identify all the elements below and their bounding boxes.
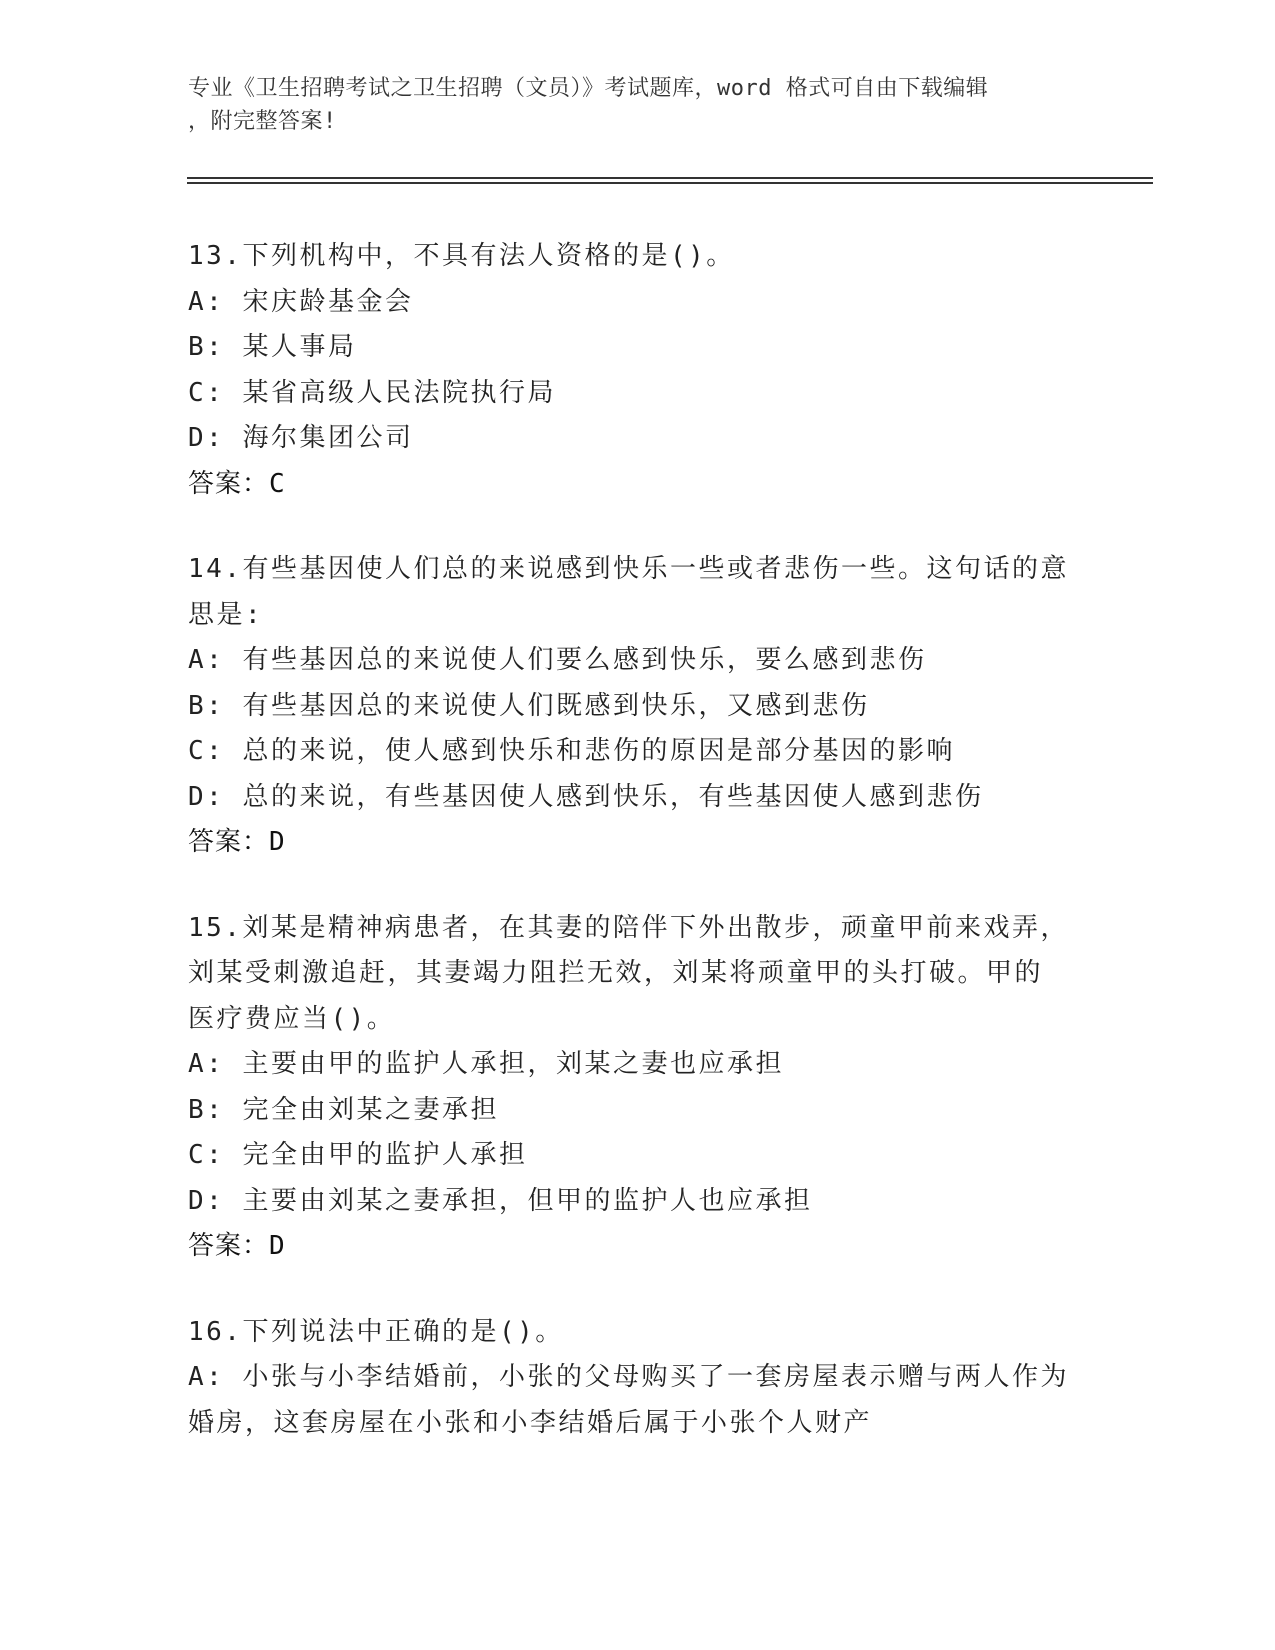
option-b: B: 某人事局 [188,332,357,362]
question-stem: 13.下列机构中，不具有法人资格的是()。 [188,241,735,271]
question-stem-line-3: 医疗费应当()。 [188,1003,396,1034]
option-a: A: 主要由甲的监护人承担，刘某之妻也应承担 [188,1049,784,1079]
question-stem-line-1: 15.刘某是精神病患者，在其妻的陪伴下外出散步，顽童甲前来戏弄， [188,912,1069,943]
question-15 [188,906,1088,1270]
answer-label: 答案： [188,1231,270,1261]
answer-value: D [269,827,286,857]
question-list [188,234,1088,1486]
question-stem-line-2: 刘某受刺激追赶，其妻竭力阻拦无效，刘某将顽童甲的头打破。甲的 [188,958,1044,988]
answer-label: 答案： [188,468,270,499]
question-stem-line-1: 14.有些基因使人们总的来说感到快乐一些或者悲伤一些。这句话的意 [188,554,1069,584]
header-line-1: 专业《卫生招聘考试之卫生招聘（文员）》考试题库，word 格式可自由下载编辑 [188,76,989,101]
question-stem-line-2: 思是: [188,599,264,630]
option-d: D: 海尔集团公司 [188,423,414,453]
option-c: C: 总的来说，使人感到快乐和悲伤的原因是部分基因的影响 [188,736,955,766]
answer-value: D [269,1231,286,1261]
header-divider-top [187,177,1153,179]
answer-label: 答案： [188,827,270,857]
option-a-line-2: 婚房，这套房屋在小张和小李结婚后属于小张个人财产 [188,1407,873,1438]
option-d: D: 主要由刘某之妻承担，但甲的监护人也应承担 [188,1185,813,1216]
question-14 [188,547,1088,866]
option-a: A: 宋庆龄基金会 [188,286,414,317]
option-c: C: 完全由甲的监护人承担 [188,1140,528,1170]
option-a: A: 有些基因总的来说使人们要么感到快乐，要么感到悲伤 [188,645,927,675]
question-13 [188,234,1088,507]
question-16 [188,1310,1088,1447]
option-b: B: 完全由刘某之妻承担 [188,1094,499,1125]
option-c: C: 某省高级人民法院执行局 [188,377,556,408]
header-line-2: ，附完整答案! [188,109,337,134]
document-header [188,72,1068,138]
question-stem: 16.下列说法中正确的是()。 [188,1316,564,1347]
answer-value: C [269,468,286,499]
option-b: B: 有些基因总的来说使人们既感到快乐，又感到悲伤 [188,690,870,721]
option-a-line-1: A: 小张与小李结婚前，小张的父母购买了一套房屋表示赠与两人作为 [188,1362,1069,1392]
option-d: D: 总的来说，有些基因使人感到快乐，有些基因使人感到悲伤 [188,781,984,812]
header-divider-bottom [187,182,1153,184]
answer-line [188,1224,1088,1270]
answer-line [188,820,1088,866]
answer-line [188,462,1088,508]
